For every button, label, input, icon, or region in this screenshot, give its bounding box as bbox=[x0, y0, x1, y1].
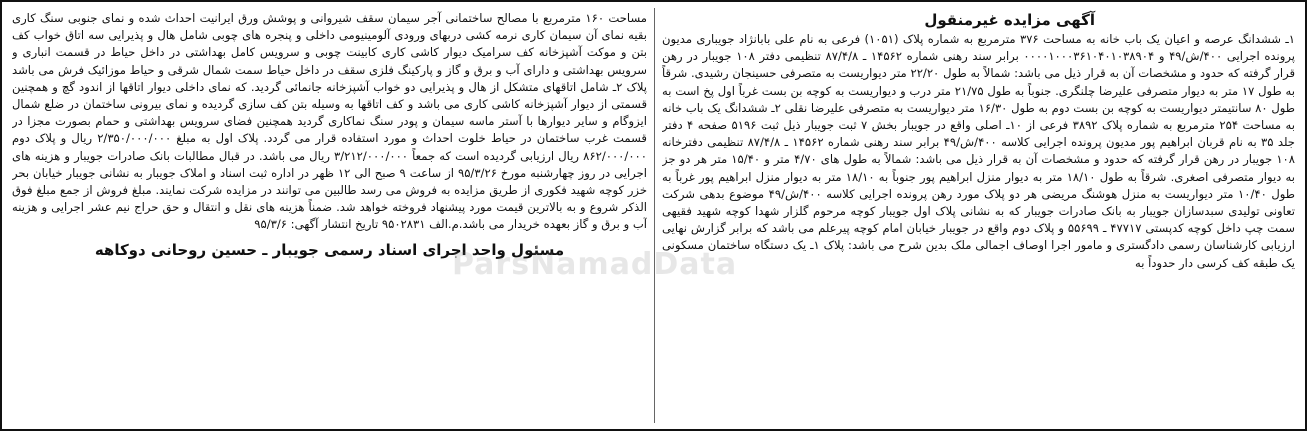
watermark-text: ParsNamadData bbox=[452, 247, 738, 282]
notice-left-text: مساحت ۱۶۰ مترمربع با مصالح ساختمانی آجر سیمان سقف شیروانی و پوشش ورق ایرانیت احداث شده و نمای جنوبی سنگ کاری بقیه نمای آن سیمان کاری نرمه کشی دربهای ورودی آلومینیومی داخلی و پنجره های چوبی شامل هال و پذیرایی سه اتاق خواب کف بتن و موکت آشپزخانه کف سرامیک دیوار کاشی کاری کابینت چوبی و سرویس کامل بهداشتی در داخل حیاط در قسمت انباری و سرویس بهداشتی و دارای آب و برق و گاز و پارکینگ فلزی سقف در داخل حیاط سمت شمال شرقی و حیاط موزائیک فرش می باشد پلاک ۲ـ شامل اتاقهای متشکل از هال و پذیرایی دو خواب آشپزخانه جانمائی گردید. که نمای داخلی دیوار اتاقها از اندود گچ و همچنین قسمتی از دیوار آشپزخانه کاشی کاری می باشد و کف اتاقها به وسیله بتن کف سازی گردیده و نمای بیرونی ساختمان در ضلع شمال ایزوگام و سایر دیوارها با آستر ماسه سیمان و پودر سنگ نماکاری گردید همچنین فضای سرویس بهداشتی و حمام بصورت مجزا در قسمت غرب ساختمان در حیاط خلوت احداث و مورد استفاده قرار می گردد. پلاک اول به مبلغ ۲/۳۵۰/۰۰۰/۰۰۰ ریال و پلاک دوم ۸۶۲/۰۰۰/۰۰۰ ریال ارزیابی گردیده است که جمعاً ۳/۲۱۲/۰۰۰/۰۰۰ ریال می باشد. در قبال مطالبات بانک صادرات جویبار و هزینه های اجرایی در روز چهارشنبه مورخ ۹۵/۳/۲۶ از ساعت ۹ صبح الی ۱۲ ظهر در اداره ثبت اسناد و املاک جویبار به نشانی جویبار خیابان بحر خزر کوچه شهید فکوری از طریق مزایده به فروش می رسد طالبین می توانند در مزایده شرکت نمایند. مبلغ فروش از جمع مبلغ فوق الذکر شروع و به بالاترین قیمت مورد پیشنهاد فروخته خواهد شد. ضمناً هزینه های نقل و انتقال و حق حراج نیم عشر اجرایی و هزینه آب و برق و گاز بعهده خریدار می باشد.م.الف ۹۵۰۲۸۳۱ تاریخ انتشار آگهی: ۹۵/۳/۶ bbox=[12, 11, 647, 232]
notice-right-text: ۱ـ ششدانگ عرصه و اعیان یک باب خانه به مساحت ۳۷۶ مترمربع به شماره پلاک (۱۰۵۱) فرعی به نام علی بابانژاد جویباری مدیون پرونده اجرایی ۴۰۰/ش/۴۹ و ۰۰۰۰۱۰۰۰۳۶۱۰۴۰۱۰۳۸۹۰۴ برابر سند رهنی شماره ۱۴۵۶۲ ـ ۸۷/۴/۸ تنظیمی دفتر ۱۰۸ جویبار در رهن قرار گرفته که حدود و مشخصات آن به قرار ذیل می باشد: شمالاً به طول ۲۲/۲۰ متر دیواریست به متصرفی حسینجان رشیدی. شرقاً به طول ۱۷ متر به دیوار متصرفی علیرضا چلنگری. جنوباً به طول ۲۱/۷۵ متر درب و دیواریست به کوچه بن بست غرباً اول پخ است به طول ۸۰ سانتیمتر دیواریست به کوچه بن بست دوم به طول ۱۶/۳۰ متر دیواریست به متصرفی علیرضا نقلی ۲ـ ششدانگ یک باب خانه به مساحت ۲۵۴ مترمربع به شماره پلاک ۳۸۹۲ فرعی از ۱۰ـ اصلی واقع در جویبار بخش ۷ ثبت جویبار ذیل ثبت ۵۱۹۶ صفحه ۴ دفتر جلد ۳۵ به نام قربان ابراهیم پور مدیون پرونده اجرایی کلاسه ۴۰۰/ش/۴۹ برابر سند رهنی شماره ۱۴۵۶۲ ـ ۸۷/۴/۸ تنظیمی دفترخانه ۱۰۸ جویبار در رهن قرار گرفته که حدود و مشخصات آن به قرار ذیل می باشد: شمالاً به طول های ۴/۷۰ متر و ۱۵/۴۰ متر هر دو جز به دیوار متصرفی اصغری. شرقاً به طول ۱۸/۱۰ متر به دیوار منزل ابراهیم پور جنوباً به ۱۸/۱۰ متر به دیوار منزل ابراهیم پور غرباً به طول ۱۰/۴۰ متر دیواریست به منزل هوشنگ مریضی هر دو پلاک مورد رهن پرونده اجرایی کلاسه ۴۰۰/ش/۴۹ موضوع بدهی شرکت تعاونی تولیدی سبدسازان جویبار به بانک صادرات جویبار که به نشانی پلاک اول جویبار کوچه مرحوم گلزار شهدا کوچه شهید فقیهی سمت چپ داخل کوچه کدپستی ۴۷۷۱۷ ـ ۵۵۶۹۹ و پلاک دوم واقع در جویبار خیابان امام کوچه پیرعلم می باشد که برابر گزارش نهایی ارزیابی کارشناسان رسمی دادگستری و مامور اجرا اوصاف اجمالی ملک بدین شرح می باشد: پلاک ۱ـ یک دستگاه ساختمان مسکونی یک طبقه کف کرسی دار حدوداً به bbox=[662, 32, 1295, 270]
notice-right-column bbox=[662, 10, 1295, 421]
column-divider bbox=[654, 8, 655, 423]
notice-signature: مسئول واحد اجرای اسناد رسمی جویبار ـ حسین روحانی دوکاهه bbox=[94, 240, 565, 259]
notice-left-column bbox=[12, 10, 647, 421]
notice-title: آگهی مزایده غیرمنقول bbox=[924, 11, 1095, 29]
